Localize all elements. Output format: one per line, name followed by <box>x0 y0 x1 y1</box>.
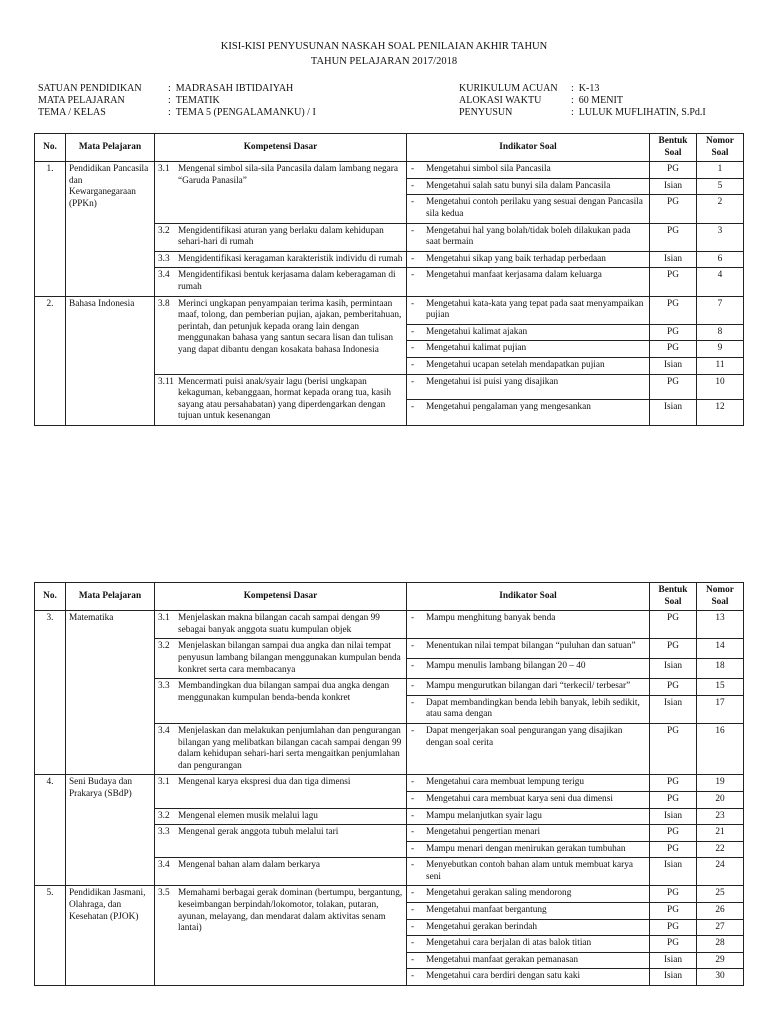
kompetensi-dasar <box>158 681 403 704</box>
bullet-dash: - <box>411 326 415 337</box>
bullet-dash: - <box>411 343 415 354</box>
kd-number: 3.3 <box>158 681 170 692</box>
indikator-cell <box>407 858 650 886</box>
info-label: SATUAN PENDIDIKAN <box>38 83 142 94</box>
indikator-text: Mampu menari dengan menirukan gerakan tumbuhan <box>426 843 626 854</box>
row-number: 3. <box>35 611 66 775</box>
indikator-cell <box>407 611 650 639</box>
indikator-text: Mengetahui manfaat gerakan pemanasan <box>426 954 579 965</box>
kompetensi-dasar <box>158 811 403 823</box>
kd-text: Mengenal karya ekspresi dua dan tiga dimensi <box>178 777 351 788</box>
indikator-text: Mengetahui gerakan saling mendorong <box>426 888 572 899</box>
nomor-soal-cell: 10 <box>697 374 744 400</box>
nomor-soal-cell: 16 <box>697 723 744 774</box>
bentuk-soal-cell: Isian <box>650 357 697 374</box>
bullet-dash: - <box>411 827 415 838</box>
kompetensi-dasar <box>158 860 403 872</box>
header-mapel: Mata Pelajaran <box>66 583 155 611</box>
kd-text: Mengidentifikasi aturan yang berlaku dalam kehidupan sehari-hari di rumah <box>178 225 384 248</box>
bentuk-soal-cell: PG <box>650 611 697 639</box>
indikator-text: Mengetahui contoh perilaku yang sesuai dengan Pancasila sila kedua <box>426 197 643 219</box>
kd-number: 3.11 <box>158 376 174 387</box>
indikator-text: Mengetahui isi puisi yang disajikan <box>426 376 559 387</box>
indikator-cell <box>407 695 650 723</box>
indikator-text: Mengetahui gerakan berindah <box>426 921 537 932</box>
indikator-text: Mampu melanjutkan syair lagu <box>426 810 542 821</box>
indikator-cell <box>407 936 650 953</box>
kompetensi-dasar <box>158 726 403 772</box>
nomor-soal-cell: 20 <box>697 791 744 808</box>
kompetensi-dasar <box>158 254 403 266</box>
bullet-dash: - <box>411 298 415 309</box>
indikator-text: Mampu menulis lambang bilangan 20 – 40 <box>426 661 586 672</box>
indikator-cell <box>407 775 650 792</box>
indikator-text: Mengetahui cara membuat lempung terigu <box>426 777 584 788</box>
bullet-dash: - <box>411 905 415 916</box>
indikator-cell <box>407 969 650 986</box>
indikator <box>410 402 646 414</box>
nomor-soal-cell: 2 <box>697 195 744 223</box>
indikator <box>410 844 646 856</box>
indikator-cell <box>407 400 650 426</box>
bullet-dash: - <box>411 793 415 804</box>
kd-number: 3.2 <box>158 225 170 236</box>
bullet-dash: - <box>411 270 415 281</box>
kd-number: 3.3 <box>158 827 170 838</box>
nomor-soal-cell: 27 <box>697 919 744 936</box>
nomor-soal-cell: 1 <box>697 162 744 179</box>
indikator <box>410 360 646 372</box>
indikator-cell <box>407 251 650 268</box>
indikator <box>410 860 646 883</box>
kd-text: Mengenal simbol sila-sila Pancasila dalam lambang negara “Garuda Panasila” <box>178 164 398 186</box>
kompetensi-dasar-cell <box>155 825 407 858</box>
indikator-cell <box>407 341 650 358</box>
nomor-soal-cell: 24 <box>697 858 744 886</box>
indikator-text: Mengetahui pengertian menari <box>426 827 541 838</box>
indikator <box>410 888 646 900</box>
kd-number: 3.4 <box>158 270 170 281</box>
indikator-text: Dapat mengerjakan soal pengurangan yang disajikan dengan soal cerita <box>426 725 623 748</box>
nomor-soal-cell: 17 <box>697 695 744 723</box>
indikator <box>410 343 646 355</box>
indikator-cell <box>407 841 650 858</box>
bentuk-soal-cell: PG <box>650 919 697 936</box>
indikator <box>410 226 646 249</box>
info-value: K-13 <box>578 83 600 94</box>
header-nomor: Nomor Soal <box>697 134 744 162</box>
bullet-dash: - <box>411 725 415 736</box>
indikator-text: Mampu menghitung banyak benda <box>426 613 556 624</box>
bentuk-soal-cell: Isian <box>650 251 697 268</box>
indikator <box>410 164 646 176</box>
kompetensi-dasar-cell <box>155 162 407 223</box>
indikator-text: Mengetahui salah satu bunyi sila dalam Pancasila <box>426 180 611 191</box>
kd-text: Membandingkan dua bilangan sampai dua angka dengan menggunakan kumpulan benda-benda konkret <box>178 681 390 703</box>
kisi-kisi-table-page-1 <box>34 133 744 426</box>
bullet-dash: - <box>411 810 415 821</box>
indikator <box>410 794 646 806</box>
header-bentuk: Bentuk Soal <box>650 134 697 162</box>
info-label: KURIKULUM ACUAN <box>459 83 558 94</box>
nomor-soal-cell: 28 <box>697 936 744 953</box>
kompetensi-dasar-cell <box>155 223 407 251</box>
nomor-soal-cell: 21 <box>697 825 744 842</box>
indikator-cell <box>407 223 650 251</box>
indikator-cell <box>407 178 650 195</box>
indikator-text: Mengetahui sikap yang baik terhadap perbedaan <box>426 253 606 264</box>
kd-number: 3.2 <box>158 641 170 652</box>
bullet-dash: - <box>411 180 415 191</box>
indikator-text: Menyebutkan contoh bahan alam untuk membuat karya seni <box>426 860 634 882</box>
info-right: KURIKULUM ACUAN : K-13 ALOKASI WAKTU : 60 MENIT PENYUSUN : LULUK MUFLIHATIN, S.Pd.I <box>459 83 706 118</box>
header-nomor: Nomor Soal <box>697 583 744 611</box>
kd-text: Mengenal bahan alam dalam berkarya <box>178 860 320 871</box>
table-row <box>35 162 744 179</box>
info-value: TEMA 5 (PENGALAMANKU) / I <box>175 107 316 118</box>
kompetensi-dasar <box>158 777 403 789</box>
indikator-cell <box>407 296 650 324</box>
bentuk-soal-cell: PG <box>650 341 697 358</box>
kd-text: Merinci ungkapan penyampaian terima kasih, permintaan maaf, tolong, dan pemberian pujian, ajakan, pemberitahuan, perintah, dan petunjuk kepada orang lain dengan menggunakan bahasa yang santun secara lisan dan tulisan yang dapat dibantu dengan kosakata bahasa Indonesia <box>178 298 402 355</box>
header-kd: Kompetensi Dasar <box>155 583 407 611</box>
kompetensi-dasar-cell <box>155 639 407 679</box>
indikator-cell <box>407 679 650 696</box>
nomor-soal-cell: 12 <box>697 400 744 426</box>
bullet-dash: - <box>411 402 415 413</box>
bullet-dash: - <box>411 661 415 672</box>
indikator-cell <box>407 659 650 679</box>
kd-text: Mengenal gerak anggota tubuh melalui tari <box>178 827 339 838</box>
indikator-cell <box>407 919 650 936</box>
nomor-soal-cell: 5 <box>697 178 744 195</box>
kd-text: Mengidentifikasi bentuk kerjasama dalam keberagaman di rumah <box>178 270 396 292</box>
bentuk-soal-cell: PG <box>650 195 697 223</box>
kd-text: Memahami berbagai gerak dominan (bertumpu, bergantung, keseimbangan berpindah/lokomotor, tolakan, putaran, ayunan, melayang, dan mendarat dalam aktivitas senam lantai) <box>178 888 403 934</box>
bentuk-soal-cell: Isian <box>650 952 697 969</box>
bullet-dash: - <box>411 253 415 264</box>
bentuk-soal-cell: PG <box>650 162 697 179</box>
nomor-soal-cell: 19 <box>697 775 744 792</box>
row-number: 4. <box>35 775 66 886</box>
nomor-soal-cell: 22 <box>697 841 744 858</box>
header-indikator: Indikator Soal <box>407 583 650 611</box>
header-mapel: Mata Pelajaran <box>66 134 155 162</box>
bullet-dash: - <box>411 938 415 949</box>
bentuk-soal-cell: PG <box>650 825 697 842</box>
indikator <box>410 811 646 823</box>
kd-number: 3.5 <box>158 888 170 899</box>
bullet-dash: - <box>411 681 415 692</box>
row-number: 5. <box>35 886 66 986</box>
bentuk-soal-cell: PG <box>650 296 697 324</box>
kompetensi-dasar <box>158 377 403 423</box>
indikator-text: Mampu mengurutkan bilangan dari “terkecil/ terbesar” <box>426 681 631 692</box>
bentuk-soal-cell: PG <box>650 223 697 251</box>
kd-number: 3.1 <box>158 777 170 788</box>
mata-pelajaran-cell: Bahasa Indonesia <box>66 296 155 425</box>
bullet-dash: - <box>411 197 415 208</box>
bullet-dash: - <box>411 376 415 387</box>
indikator-cell <box>407 162 650 179</box>
indikator <box>410 827 646 839</box>
indikator-text: Mengetahui kalimat ajakan <box>426 326 528 337</box>
kompetensi-dasar <box>158 164 403 187</box>
bentuk-soal-cell: Isian <box>650 400 697 426</box>
kd-text: Mengidentifikasi keragaman karakteristik individu di rumah <box>178 253 403 264</box>
kompetensi-dasar <box>158 226 403 249</box>
nomor-soal-cell: 11 <box>697 357 744 374</box>
bullet-dash: - <box>411 697 415 708</box>
mata-pelajaran-cell: Matematika <box>66 611 155 775</box>
indikator <box>410 613 646 625</box>
nomor-soal-cell: 25 <box>697 886 744 903</box>
kompetensi-dasar-cell <box>155 251 407 268</box>
bullet-dash: - <box>411 971 415 982</box>
indikator <box>410 181 646 193</box>
indikator <box>410 377 646 389</box>
row-number: 1. <box>35 162 66 296</box>
kompetensi-dasar-cell <box>155 858 407 886</box>
table-row <box>35 611 744 639</box>
kompetensi-dasar-cell <box>155 611 407 639</box>
bullet-dash: - <box>411 954 415 965</box>
title-line-1: KISI-KISI PENYUSUNAN NASKAH SOAL PENILAIAN AKHIR TAHUN <box>220 41 548 52</box>
header-no: No. <box>35 134 66 162</box>
info-label: PENYUSUN <box>459 107 513 118</box>
indikator-text: Mengetahui simbol sila Pancasila <box>426 164 551 175</box>
info-label: MATA PELAJARAN <box>38 95 125 106</box>
indikator-text: Mengetahui cara berdiri dengan satu kaki <box>426 971 581 982</box>
kompetensi-dasar-cell <box>155 374 407 425</box>
bullet-dash: - <box>411 777 415 788</box>
kd-text: Menjelaskan makna bilangan cacah sampai dengan 99 sebagai banyak anggota suatu kumpulan objek <box>178 613 380 635</box>
nomor-soal-cell: 3 <box>697 223 744 251</box>
bentuk-soal-cell: Isian <box>650 858 697 886</box>
header-indikator: Indikator Soal <box>407 134 650 162</box>
indikator-cell <box>407 808 650 825</box>
kd-number: 3.3 <box>158 253 170 264</box>
kompetensi-dasar-cell <box>155 723 407 774</box>
kompetensi-dasar-cell <box>155 808 407 825</box>
bullet-dash: - <box>411 921 415 932</box>
kompetensi-dasar-cell <box>155 886 407 986</box>
indikator-cell <box>407 324 650 341</box>
nomor-soal-cell: 4 <box>697 268 744 296</box>
kompetensi-dasar <box>158 827 403 839</box>
row-number: 2. <box>35 296 66 425</box>
nomor-soal-cell: 8 <box>697 324 744 341</box>
indikator-text: Mengetahui hal yang bolah/tidak boleh dilakukan pada saat bermain <box>426 225 631 248</box>
title-line-2: TAHUN PELAJARAN 2017/2018 <box>310 56 458 67</box>
bentuk-soal-cell: PG <box>650 791 697 808</box>
bentuk-soal-cell: PG <box>650 886 697 903</box>
table-header-row <box>35 583 744 611</box>
nomor-soal-cell: 29 <box>697 952 744 969</box>
bentuk-soal-cell: Isian <box>650 659 697 679</box>
bullet-dash: - <box>411 860 415 871</box>
bentuk-soal-cell: Isian <box>650 969 697 986</box>
indikator <box>410 938 646 950</box>
kompetensi-dasar-cell <box>155 268 407 296</box>
bentuk-soal-cell: Isian <box>650 695 697 723</box>
indikator-text: Menentukan nilai tempat bilangan “puluhan dan satuan” <box>426 641 636 652</box>
kd-text: Menjelaskan dan melakukan penjumlahan dan pengurangan bilangan yang melibatkan bilangan cacah sampai dengan 99 dalam kehidupan sehari-hari serta mengaitkan penjumlahan dan pengurangan <box>178 725 402 771</box>
bullet-dash: - <box>411 888 415 899</box>
indikator-cell <box>407 952 650 969</box>
kompetensi-dasar <box>158 270 403 293</box>
info-label: TEMA / KELAS <box>38 107 106 118</box>
bentuk-soal-cell: PG <box>650 374 697 400</box>
mata-pelajaran-cell: Pendidikan Jasmani, Olahraga, dan Kesehatan (PJOK) <box>66 886 155 986</box>
table-row <box>35 296 744 324</box>
bentuk-soal-cell: PG <box>650 639 697 659</box>
kd-text: Menjelaskan bilangan sampai dua angka dan nilai tempat penyusun lambang bilangan menggunakan kumpulan benda konkret serta cara membacanya <box>178 641 401 675</box>
kd-number: 3.4 <box>158 725 170 736</box>
indikator-cell <box>407 886 650 903</box>
bentuk-soal-cell: Isian <box>650 808 697 825</box>
nomor-soal-cell: 18 <box>697 659 744 679</box>
info-label: ALOKASI WAKTU <box>459 95 542 106</box>
bentuk-soal-cell: PG <box>650 841 697 858</box>
indikator-text: Mengetahui cara membuat karya seni dua dimensi <box>426 793 613 804</box>
bentuk-soal-cell: Isian <box>650 178 697 195</box>
kd-number: 3.8 <box>158 298 170 309</box>
bullet-dash: - <box>411 164 415 175</box>
header-kd: Kompetensi Dasar <box>155 134 407 162</box>
indikator <box>410 270 646 282</box>
indikator-text: Mengetahui kata-kata yang tepat pada saat menyampaikan pujian <box>426 298 644 321</box>
indikator-cell <box>407 639 650 659</box>
info-left: SATUAN PENDIDIKAN : MADRASAH IBTIDAIYAH MATA PELAJARAN : TEMATIK TEMA / KELAS : TEMA 5 (PENGALAMANKU) / I <box>38 83 316 118</box>
kd-text: Mencermati puisi anak/syair lagu (berisi ungkapan kekaguman, kebanggaan, hormat kepada orang tua, kasih sayang atau persahabatan) yang diperdengarkan dengan tujuan untuk kesenangan <box>178 376 391 422</box>
kompetensi-dasar <box>158 613 403 636</box>
nomor-soal-cell: 14 <box>697 639 744 659</box>
indikator <box>410 197 646 220</box>
kompetensi-dasar-cell <box>155 296 407 374</box>
nomor-soal-cell: 30 <box>697 969 744 986</box>
nomor-soal-cell: 15 <box>697 679 744 696</box>
bentuk-soal-cell: PG <box>650 936 697 953</box>
indikator <box>410 905 646 917</box>
table-row <box>35 886 744 903</box>
document-title <box>0 39 768 69</box>
indikator <box>410 955 646 967</box>
indikator-cell <box>407 791 650 808</box>
bentuk-soal-cell: PG <box>650 903 697 920</box>
nomor-soal-cell: 13 <box>697 611 744 639</box>
kd-number: 3.2 <box>158 810 170 821</box>
indikator <box>410 299 646 322</box>
nomor-soal-cell: 9 <box>697 341 744 358</box>
indikator-cell <box>407 825 650 842</box>
page-gap <box>0 535 768 555</box>
indikator <box>410 726 646 749</box>
bullet-dash: - <box>411 641 415 652</box>
kisi-kisi-table-page-2 <box>34 582 744 986</box>
indikator <box>410 922 646 934</box>
nomor-soal-cell: 26 <box>697 903 744 920</box>
bentuk-soal-cell: PG <box>650 268 697 296</box>
indikator-text: Dapat membandingkan benda lebih banyak, lebih sedikit, atau sama dengan <box>426 697 640 720</box>
bentuk-soal-cell: PG <box>650 324 697 341</box>
indikator-cell <box>407 374 650 400</box>
kompetensi-dasar-cell <box>155 775 407 808</box>
indikator-cell <box>407 723 650 774</box>
indikator-text: Mengetahui kalimat pujian <box>426 343 527 354</box>
indikator-text: Mengetahui cara berjalan di atas balok titian <box>426 938 592 949</box>
kompetensi-dasar <box>158 641 403 676</box>
bentuk-soal-cell: PG <box>650 723 697 774</box>
indikator <box>410 971 646 983</box>
indikator <box>410 698 646 721</box>
info-value: TEMATIK <box>175 95 220 106</box>
indikator-cell <box>407 268 650 296</box>
kd-number: 3.1 <box>158 164 170 175</box>
kompetensi-dasar <box>158 299 403 357</box>
header-bentuk: Bentuk Soal <box>650 583 697 611</box>
bullet-dash: - <box>411 225 415 236</box>
indikator <box>410 641 646 653</box>
kompetensi-dasar <box>158 888 403 934</box>
indikator <box>410 681 646 693</box>
kd-number: 3.4 <box>158 860 170 871</box>
mata-pelajaran-cell: Pendidikan Pancasila dan Kewarganegaraan (PPKn) <box>66 162 155 296</box>
indikator-cell <box>407 357 650 374</box>
indikator <box>410 254 646 266</box>
table-header-row <box>35 134 744 162</box>
mata-pelajaran-cell: Seni Budaya dan Prakarya (SBdP) <box>66 775 155 886</box>
table-row <box>35 775 744 792</box>
indikator <box>410 661 646 673</box>
bentuk-soal-cell: PG <box>650 775 697 792</box>
nomor-soal-cell: 7 <box>697 296 744 324</box>
nomor-soal-cell: 6 <box>697 251 744 268</box>
kd-number: 3.1 <box>158 613 170 624</box>
info-value: 60 MENIT <box>578 95 623 106</box>
indikator <box>410 777 646 789</box>
document-page-2 <box>0 555 768 1024</box>
bullet-dash: - <box>411 843 415 854</box>
kd-text: Mengenal elemen musik melalui lagu <box>178 810 318 821</box>
indikator-text: Mengetahui manfaat bergantung <box>426 905 547 916</box>
nomor-soal-cell: 23 <box>697 808 744 825</box>
kompetensi-dasar-cell <box>155 679 407 724</box>
indikator-text: Mengetahui manfaat kerjasama dalam keluarga <box>426 270 602 281</box>
indikator-cell <box>407 903 650 920</box>
bentuk-soal-cell: PG <box>650 679 697 696</box>
bullet-dash: - <box>411 613 415 624</box>
indikator-cell <box>407 195 650 223</box>
info-value: MADRASAH IBTIDAIYAH <box>175 83 294 94</box>
indikator-text: Mengetahui pengalaman yang mengesankan <box>426 402 591 413</box>
header-no: No. <box>35 583 66 611</box>
indikator <box>410 327 646 339</box>
bullet-dash: - <box>411 359 415 370</box>
info-value: LULUK MUFLIHATIN, S.Pd.I <box>578 107 706 118</box>
indikator-text: Mengetahui ucapan setelah mendapatkan pujian <box>426 359 605 370</box>
